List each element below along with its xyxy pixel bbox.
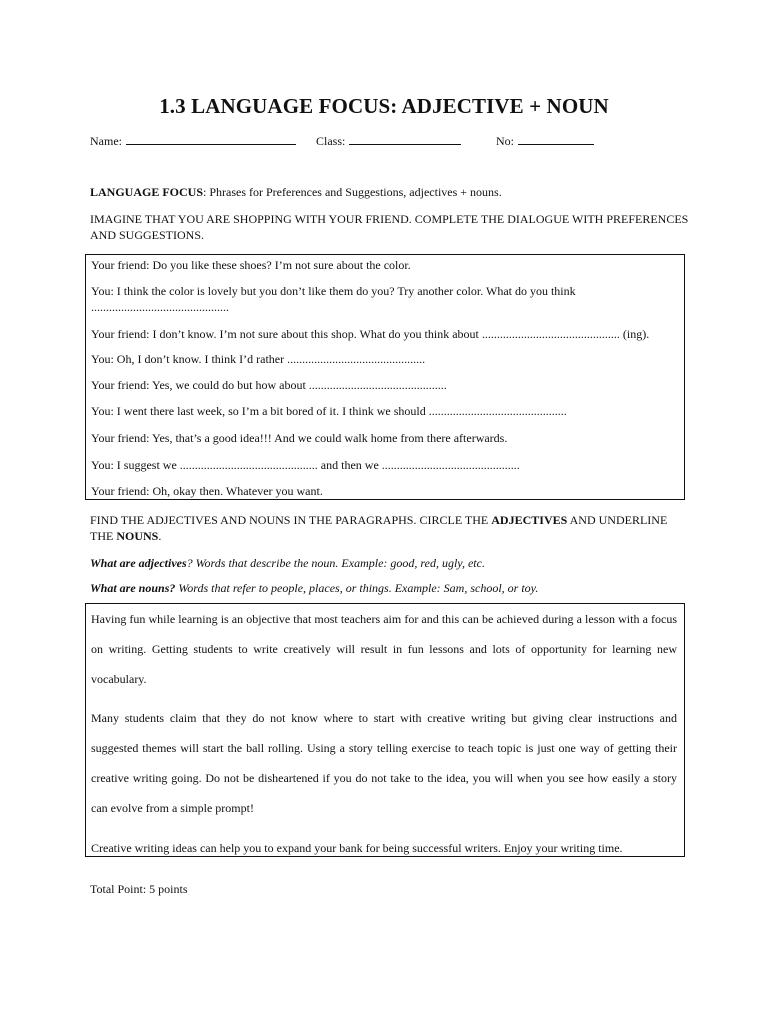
- language-focus-text: : Phrases for Preferences and Suggestions, adjectives + nouns.: [203, 185, 502, 199]
- name-field: [90, 132, 296, 149]
- dialogue-line: You: I went there last week, so I’m a bit bored of it. I think we should ..............................................: [91, 404, 567, 418]
- class-field: [316, 132, 461, 149]
- student-info-row: [90, 132, 690, 150]
- paragraph: Many students claim that they do not know where to start with creative writing but giving clear instructions and suggested themes will start the ball rolling. Using a story telling exercise to teach topic is just one way of getting their creative writing going. Do not be disheartened if you do not take to the idea, you will when you see how easily a story can evolve from a simple prompt!: [91, 711, 677, 815]
- paragraph: Creative writing ideas can help you to expand your bank for being successful writers. Enjoy your writing time.: [91, 841, 623, 855]
- dialogue-line: Your friend: Yes, that’s a good idea!!! And we could walk home from there afterwards.: [91, 431, 508, 445]
- total-points: Total Point: 5 points: [90, 882, 188, 896]
- dialogue-line: You: I suggest we .............................................. and then we ..............................................: [91, 458, 520, 472]
- number-field: [496, 132, 594, 149]
- class-label: Class:: [316, 134, 346, 148]
- dialogue-line: Your friend: Yes, we could do but how about ..............................................: [91, 378, 447, 392]
- name-blank[interactable]: [126, 132, 296, 145]
- name-label: Name:: [90, 134, 122, 148]
- adjective-definition: [90, 556, 485, 571]
- class-blank[interactable]: [349, 132, 461, 145]
- dialogue-line: You: I think the color is lovely but you don’t like them do you? Try another color. What do you think ..............................................: [91, 284, 576, 314]
- number-label: No:: [496, 134, 514, 148]
- adjective-answer: ? Words that describe the noun. Example: good, red, ugly, etc.: [186, 556, 485, 570]
- noun-question: What are nouns?: [90, 581, 176, 595]
- noun-definition: [90, 581, 538, 596]
- dialogue-box: [85, 254, 685, 500]
- language-focus-line: [90, 185, 502, 200]
- dialogue-line: Your friend: I don’t know. I’m not sure about this shop. What do you think about .............................................. (ing).: [91, 327, 650, 341]
- number-blank[interactable]: [518, 132, 594, 145]
- page-title: 1.3 LANGUAGE FOCUS: ADJECTIVE + NOUN: [159, 94, 609, 118]
- adjective-noun-instruction: FIND THE ADJECTIVES AND NOUNS IN THE PARAGRAPHS. CIRCLE THE ADJECTIVES AND UNDERLINE THE NOUNS.: [90, 513, 668, 543]
- adjectives-keyword: ADJECTIVES: [491, 513, 568, 527]
- dialogue-instruction: IMAGINE THAT YOU ARE SHOPPING WITH YOUR FRIEND. COMPLETE THE DIALOGUE WITH PREFERENCES AND SUGGESTIONS.: [90, 212, 689, 242]
- paragraph-box: [85, 603, 685, 857]
- adjective-question: What are adjectives: [90, 556, 187, 570]
- dialogue-line: Your friend: Do you like these shoes? I’m not sure about the color.: [91, 258, 411, 272]
- paragraph: Having fun while learning is an objective that most teachers aim for and this can be achieved during a lesson with a focus on writing. Getting students to write creatively will result in fun lessons and lots of opportunity for learning new vocabulary.: [91, 612, 677, 686]
- dialogue-line: Your friend: Oh, okay then. Whatever you want.: [91, 484, 323, 498]
- noun-answer: Words that refer to people, places, or things. Example: Sam, school, or toy.: [175, 581, 539, 595]
- nouns-keyword: NOUNS: [116, 529, 159, 543]
- dialogue-line: You: Oh, I don’t know. I think I’d rather ..............................................: [91, 352, 426, 366]
- language-focus-label: LANGUAGE FOCUS: [90, 185, 204, 199]
